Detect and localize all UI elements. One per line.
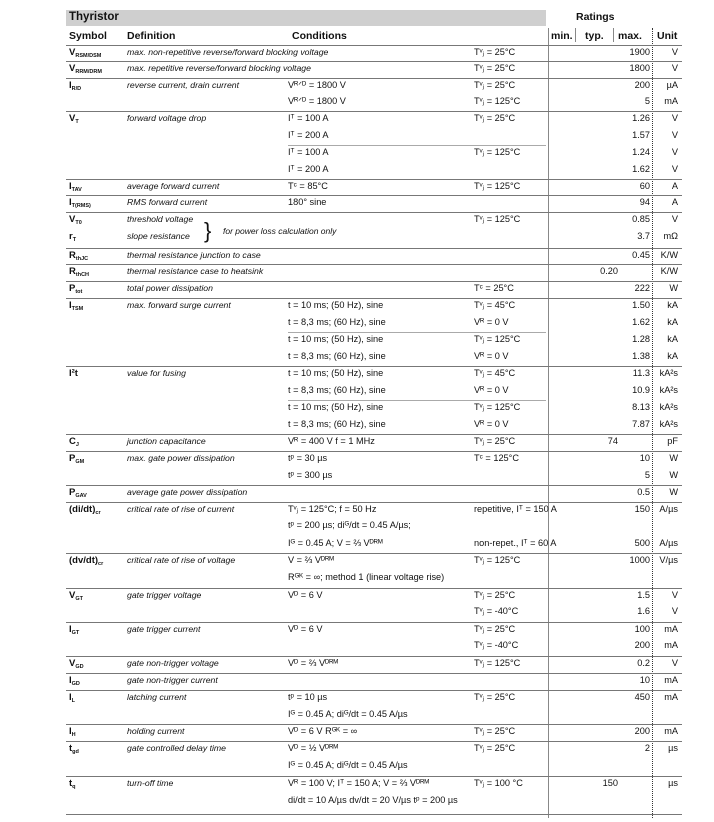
symbol-cell: $r_T$ [69, 231, 77, 243]
unit-cell: µA [666, 80, 678, 90]
condition-cell: t = 10 ms; (50 Hz), sine [288, 368, 384, 378]
definition-cell: gate non-trigger current [127, 675, 218, 685]
condition-cell: Tᶜ = 85°C [288, 181, 328, 191]
symbol-subscript: gd [72, 749, 79, 755]
symbol-subscript: T0 [75, 220, 82, 226]
symbol-subscript: GT [71, 630, 80, 636]
definition-cell: forward voltage drop [127, 113, 207, 123]
definition-cell: gate controlled delay time [127, 743, 226, 753]
row-divider [66, 61, 682, 62]
row-divider [66, 502, 682, 503]
condition-cell-2: repetitive, Iᵀ = 150 A [474, 504, 557, 514]
symbol-subscript: GM [75, 459, 85, 465]
condition-cell-2: Tᵛⱼ = 125°C [474, 658, 521, 668]
max-value: 5 [644, 96, 650, 106]
symbol-cell: $V_{GT}$ [69, 590, 83, 602]
condition-cell: tᵖ = 200 µs; diᴳ/dt = 0.45 A/µs; [288, 520, 411, 530]
condition-cell-2: Tᵛⱼ = 25°C [474, 743, 516, 753]
condition-cell: Vᴰ = ⅔ Vᴰᴿᴹ [288, 658, 339, 668]
condition-cell: Vᴿᐟᴰ = 1800 V [288, 80, 346, 90]
row-divider [66, 656, 682, 657]
unit-cell: W [669, 453, 678, 463]
brace-glyph: } [204, 218, 212, 243]
symbol-cell: $V_{RSM/DSM}$ [69, 47, 102, 59]
max-value: 450 [634, 692, 650, 702]
symbol-cell: $t_{gd}$ [69, 743, 79, 755]
unit-cell: W [669, 487, 678, 497]
unit-cell: V [671, 47, 678, 57]
symbol-subscript: thCH [75, 272, 90, 278]
symbol-subscript: H [71, 732, 76, 738]
col-unit: Unit [657, 30, 678, 42]
section-title: Thyristor [69, 11, 119, 23]
max-value: 10 [639, 675, 650, 685]
max-value: 200 [634, 80, 650, 90]
typ-value: 74 [607, 436, 618, 446]
max-value: 1000 [629, 555, 650, 565]
row-divider [66, 248, 682, 249]
unit-cell: V [671, 113, 678, 123]
max-value: 1.57 [632, 130, 650, 140]
unit-cell: V [671, 658, 678, 668]
symbol-subscript: RSM/DSM [75, 53, 102, 59]
max-value: 1.62 [632, 164, 650, 174]
symbol-subscript: RRM/DRM [75, 69, 102, 75]
definition-cell: max. non-repetitive reverse/forward blocking voltage [127, 47, 329, 57]
symbol-subscript: T [72, 237, 77, 243]
symbol-subscript: GD [75, 664, 84, 670]
symbol-cell: $V_T$ [69, 113, 79, 125]
symbol-subscript: cr [95, 510, 101, 516]
definition-cell: junction capacitance [127, 436, 206, 446]
typ-value: 150 [602, 778, 618, 788]
condition-cell-2: Tᶜ = 125°C [474, 453, 519, 463]
symbol-subscript: cr [98, 561, 104, 567]
row-divider [66, 434, 682, 435]
max-value: 222 [634, 283, 650, 293]
definition-cell: average forward current [127, 181, 220, 191]
max-value: 60 [639, 181, 650, 191]
col-conditions: Conditions [292, 30, 347, 42]
row-divider [66, 588, 682, 589]
condition-cell-2: Vᴿ = 0 V [474, 385, 509, 395]
power-loss-note: for power loss calculation only [223, 226, 337, 236]
condition-cell: t = 8,3 ms; (60 Hz), sine [288, 385, 386, 395]
condition-cell: Iᴳ = 0.45 A; diᴳ/dt = 0.45 A/µs [288, 760, 408, 770]
row-divider [288, 145, 546, 146]
condition-cell: Vᴿ = 100 V; Iᵀ = 150 A; V = ⅔ Vᴰᴿᴹ [288, 778, 430, 788]
symbol-cell: $I_{TSM}$ [69, 300, 84, 312]
condition-cell-2: Tᵛⱼ = 25°C [474, 80, 516, 90]
row-divider [66, 622, 682, 623]
unit-cell: mA [664, 675, 678, 685]
unit-cell: V [671, 147, 678, 157]
symbol-subscript: thJC [75, 256, 89, 262]
unit-cell: kA [667, 300, 678, 310]
section-title-bar [66, 10, 546, 26]
unit-cell: V [671, 590, 678, 600]
typ-value: 0.20 [600, 266, 618, 276]
condition-cell: t = 8,3 ms; (60 Hz), sine [288, 351, 386, 361]
symbol-subscript: GD [71, 681, 80, 687]
max-value: 5 [644, 470, 650, 480]
max-value: 10 [639, 453, 650, 463]
max-value: 0.45 [632, 250, 650, 260]
symbol-subscript: q [72, 784, 76, 790]
unit-cell: K/W [660, 250, 678, 260]
definition-cell: critical rate of rise of current [127, 504, 235, 514]
unit-cell: µs [668, 743, 678, 753]
row-divider [66, 45, 682, 46]
unit-cell: V [671, 130, 678, 140]
symbol-cell: $R_{thCH}$ [69, 266, 90, 278]
symbol-cell: $V_{T0}$ [69, 214, 82, 226]
condition-cell-2: Tᵛⱼ = 25°C [474, 63, 516, 73]
unit-cell: V/µs [659, 555, 678, 565]
symbol-cell: $t_q$ [69, 778, 76, 790]
max-value: 0.5 [637, 487, 650, 497]
definition-cell: holding current [127, 726, 185, 736]
condition-cell: t = 10 ms; (50 Hz), sine [288, 300, 384, 310]
symbol-cell: $R_{thJC}$ [69, 250, 89, 262]
condition-cell: Vᴿᐟᴰ = 1800 V [288, 96, 346, 106]
condition-cell-2: Tᵛⱼ = 125°C [474, 402, 521, 412]
row-divider [66, 485, 682, 486]
row-divider [66, 195, 682, 196]
symbol-cell: $P_{GAV}$ [69, 487, 87, 499]
definition-cell: turn-off time [127, 778, 174, 788]
unit-cell: A/µs [659, 538, 678, 548]
condition-cell: di/dt = 10 A/µs dv/dt = 20 V/µs tᵖ = 200 µs [288, 795, 458, 805]
symbol-subscript: GT [75, 596, 83, 602]
col-max: max. [618, 30, 642, 42]
condition-cell-2: non-repet., Iᵀ = 60 A [474, 538, 557, 548]
max-value: 1800 [629, 63, 650, 73]
symbol-subscript: TAV [71, 187, 82, 193]
unit-cell: V [671, 63, 678, 73]
max-value: 1900 [629, 47, 650, 57]
condition-cell: t = 10 ms; (50 Hz), sine [288, 402, 384, 412]
max-value: 10.9 [632, 385, 650, 395]
condition-cell-2: Tᵛⱼ = 25°C [474, 726, 516, 736]
definition-cell: max. gate power dissipation [127, 453, 235, 463]
max-value: 200 [634, 640, 650, 650]
table-bottom-border [66, 814, 682, 815]
symbol-cell: $C_J$ [69, 436, 79, 448]
condition-cell-2: Tᵛⱼ = 25°C [474, 624, 516, 634]
definition-cell: threshold voltage [127, 214, 194, 224]
condition-cell: Rᴳᴷ = ∞; method 1 (linear voltage rise) [288, 572, 445, 582]
unit-cell: A [671, 181, 678, 191]
condition-cell-2: Tᵛⱼ = 25°C [474, 47, 516, 57]
condition-cell-2: Tᵛⱼ = 25°C [474, 590, 516, 600]
definition-cell: gate trigger current [127, 624, 201, 634]
max-value: 3.7 [637, 231, 650, 241]
max-value: 2 [644, 743, 650, 753]
definition-cell: critical rate of rise of voltage [127, 555, 236, 565]
row-divider [288, 332, 546, 333]
max-value: 200 [634, 726, 650, 736]
symbol-cell: $(di/dt)_{cr}$ [69, 504, 101, 516]
condition-cell: tᵖ = 30 µs [288, 453, 328, 463]
row-divider [66, 553, 682, 554]
condition-cell-2: Tᵛⱼ = 45°C [474, 300, 516, 310]
condition-cell-2: Vᴿ = 0 V [474, 419, 509, 429]
max-value: 1.38 [632, 351, 650, 361]
unit-cell: kA [667, 351, 678, 361]
max-value: 1.24 [632, 147, 650, 157]
unit-cell: µs [668, 778, 678, 788]
condition-cell: Tᵛⱼ = 125°C; f = 50 Hz [288, 504, 377, 514]
unit-cell: A [671, 197, 678, 207]
row-divider [66, 281, 682, 282]
unit-cell: pF [667, 436, 678, 446]
row-divider [66, 724, 682, 725]
condition-cell: tᵖ = 10 µs [288, 692, 328, 702]
row-divider [288, 400, 546, 401]
symbol-cell: $I_{GD}$ [69, 675, 80, 687]
max-value: 500 [634, 538, 650, 548]
definition-cell: total power dissipation [127, 283, 213, 293]
unit-cell: K/W [660, 266, 678, 276]
max-value: 1.5 [637, 590, 650, 600]
unit-cell: mA [664, 624, 678, 634]
definition-cell: max. forward surge current [127, 300, 231, 310]
definition-cell: max. repetitive reverse/forward blocking voltage [127, 63, 311, 73]
condition-cell: Iᴳ = 0.45 A; V = ⅔ Vᴰᴿᴹ [288, 538, 383, 548]
symbol-cell: $I_{R/D}$ [69, 80, 82, 92]
condition-cell-2: Tᶜ = 25°C [474, 283, 514, 293]
row-divider [66, 298, 682, 299]
condition-cell-2: Tᵛⱼ = 100 °C [474, 778, 523, 788]
condition-cell-2: Tᵛⱼ = 125°C [474, 147, 521, 157]
max-value: 1.28 [632, 334, 650, 344]
header-divider-min [575, 28, 576, 42]
condition-cell: Iᵀ = 100 A [288, 113, 329, 123]
condition-cell-2: Tᵛⱼ = 125°C [474, 334, 521, 344]
condition-cell-2: Tᵛⱼ = 25°C [474, 436, 516, 446]
max-value: 0.2 [637, 658, 650, 668]
symbol-subscript: J [75, 442, 79, 448]
unit-cell: V [671, 164, 678, 174]
row-divider [66, 690, 682, 691]
condition-cell: t = 8,3 ms; (60 Hz), sine [288, 317, 386, 327]
max-value: 11.3 [632, 368, 650, 378]
symbol-cell: $P_{tot}$ [69, 283, 83, 295]
condition-cell-2: Vᴿ = 0 V [474, 351, 509, 361]
unit-cell: mA [664, 692, 678, 702]
unit-cell: kA [667, 334, 678, 344]
symbol-subscript: T(RMS) [71, 203, 91, 209]
condition-cell-2: Tᵛⱼ = -40°C [474, 606, 519, 616]
max-value: 94 [639, 197, 650, 207]
unit-cell: kA²s [659, 385, 678, 395]
condition-cell-2: Tᵛⱼ = 125°C [474, 181, 521, 191]
symbol-cell: $I_H$ [69, 726, 76, 738]
condition-cell-2: Tᵛⱼ = 125°C [474, 96, 521, 106]
condition-cell: Iᵀ = 200 A [288, 164, 329, 174]
row-divider [66, 111, 682, 112]
definition-cell: RMS forward current [127, 197, 208, 207]
max-value: 1.62 [632, 317, 650, 327]
max-value: 150 [634, 504, 650, 514]
unit-cell: mA [664, 640, 678, 650]
symbol-subscript: TSM [71, 306, 84, 312]
symbol-cell: $V_{GD}$ [69, 658, 84, 670]
col-min: min. [551, 30, 573, 42]
symbol-cell: $I_{GT}$ [69, 624, 80, 636]
symbol-cell: $V_{RRM/DRM}$ [69, 63, 102, 75]
definition-cell: value for fusing [127, 368, 186, 378]
condition-cell: t = 8,3 ms; (60 Hz), sine [288, 419, 386, 429]
condition-cell-2: Tᵛⱼ = 125°C [474, 555, 521, 565]
condition-cell: t = 10 ms; (50 Hz), sine [288, 334, 384, 344]
row-divider [66, 673, 682, 674]
condition-cell-2: Tᵛⱼ = 25°C [474, 113, 516, 123]
definition-cell: thermal resistance junction to case [127, 250, 261, 260]
col-symbol: Symbol [69, 30, 107, 42]
unit-cell: mΩ [663, 231, 678, 241]
condition-cell: Iᵀ = 200 A [288, 130, 329, 140]
unit-cell: kA [667, 317, 678, 327]
symbol-subscript: L [71, 698, 76, 704]
condition-cell: Iᵀ = 100 A [288, 147, 329, 157]
definition-cell: reverse current, drain current [127, 80, 240, 90]
max-value: 1.6 [637, 606, 650, 616]
definition-cell: latching current [127, 692, 187, 702]
header-divider-typ [613, 28, 614, 42]
max-value: 7.87 [632, 419, 650, 429]
definition-cell: slope resistance [127, 231, 190, 241]
unit-cell: A/µs [659, 504, 678, 514]
symbol-cell: I²t [69, 368, 78, 379]
condition-cell-2: Tᵛⱼ = 25°C [474, 692, 516, 702]
unit-cell: mA [664, 96, 678, 106]
condition-cell-2: Tᵛⱼ = -40°C [474, 640, 519, 650]
ratings-header: Ratings [576, 11, 615, 23]
condition-cell-2: Tᵛⱼ = 125°C [474, 214, 521, 224]
condition-cell: Iᴳ = 0.45 A; diᴳ/dt = 0.45 A/µs [288, 709, 408, 719]
condition-cell: V = ⅔ Vᴰᴿᴹ [288, 555, 334, 565]
condition-cell: Vᴰ = 6 V [288, 624, 323, 634]
symbol-subscript: R/D [71, 86, 82, 92]
unit-cell: kA²s [659, 419, 678, 429]
condition-cell: Vᴰ = 6 V [288, 590, 323, 600]
condition-cell-2: Tᵛⱼ = 45°C [474, 368, 516, 378]
symbol-subscript: GAV [75, 493, 87, 499]
max-value: 1.26 [632, 113, 650, 123]
row-divider [66, 212, 682, 213]
condition-cell: 180° sine [288, 197, 327, 207]
row-divider [66, 741, 682, 742]
condition-cell: Vᴿ = 400 V f = 1 MHz [288, 436, 375, 446]
definition-cell: thermal resistance case to heatsink [127, 266, 264, 276]
condition-cell: Vᴰ = 6 V Rᴳᴷ = ∞ [288, 726, 358, 736]
definition-cell: gate trigger voltage [127, 590, 202, 600]
unit-cell: kA²s [659, 402, 678, 412]
col-typ: typ. [585, 30, 604, 42]
condition-cell: tᵖ = 300 µs [288, 470, 333, 480]
definition-cell: gate non-trigger voltage [127, 658, 219, 668]
row-divider [66, 78, 682, 79]
symbol-cell: $(dv/dt)_{cr}$ [69, 555, 104, 567]
row-divider [66, 366, 682, 367]
unit-cell: mA [664, 726, 678, 736]
symbol-cell: $I_{TAV}$ [69, 181, 82, 193]
row-divider [66, 264, 682, 265]
max-value: 8.13 [632, 402, 650, 412]
max-value: 0.85 [632, 214, 650, 224]
col-definition: Definition [127, 30, 176, 42]
symbol-subscript: tot [75, 289, 83, 295]
condition-cell-2: Vᴿ = 0 V [474, 317, 509, 327]
ratings-left-border [548, 28, 549, 818]
condition-cell: Vᴰ = ½ Vᴰᴿᴹ [288, 743, 339, 753]
row-divider [66, 776, 682, 777]
definition-cell: average gate power dissipation [127, 487, 248, 497]
unit-cell: kA²s [659, 368, 678, 378]
symbol-subscript: T [75, 119, 79, 125]
row-divider [66, 451, 682, 452]
unit-cell: V [671, 214, 678, 224]
symbol-cell: $I_{T(RMS)}$ [69, 197, 91, 209]
unit-cell: V [671, 606, 678, 616]
unit-dotted-divider [652, 28, 653, 818]
row-divider [66, 179, 682, 180]
unit-cell: W [669, 283, 678, 293]
symbol-cell: $P_{GM}$ [69, 453, 85, 465]
unit-cell: W [669, 470, 678, 480]
symbol-cell: $I_L$ [69, 692, 76, 704]
max-value: 1.50 [632, 300, 650, 310]
max-value: 100 [634, 624, 650, 634]
